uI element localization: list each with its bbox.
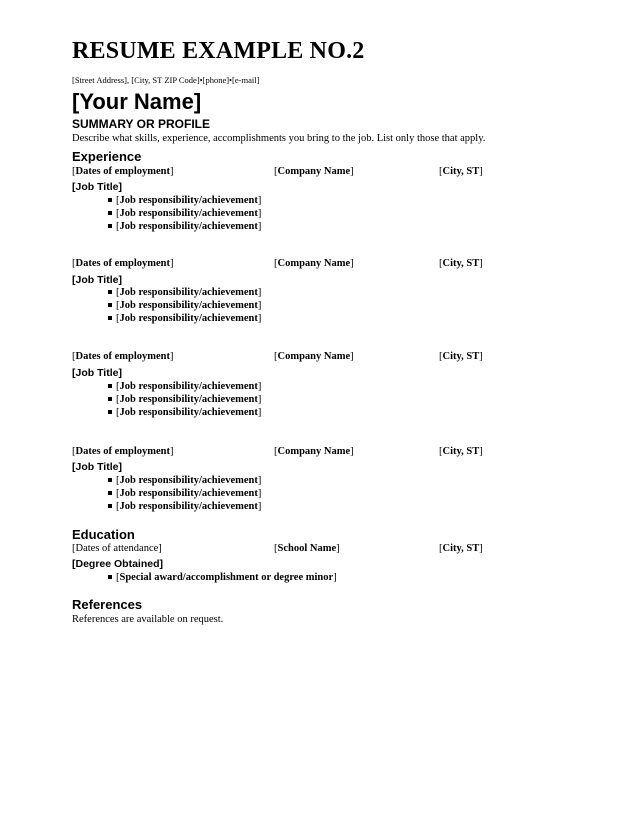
summary-text: Describe what skills, experience, accomplishments you bring to the job. List only those that apply. <box>72 133 486 144</box>
your-name: [Your Name] <box>72 89 202 114</box>
job-title: [Job Title] <box>72 181 122 193</box>
bullet-icon <box>108 491 112 495</box>
bullet-icon <box>108 303 112 307</box>
job-1-info-row <box>72 166 522 180</box>
job-1-responsibilities <box>108 194 261 233</box>
job-4-info-row <box>72 446 522 460</box>
job-city: [City, ST] <box>439 166 483 177</box>
list-item: [Job responsibility/achievement] <box>108 299 261 312</box>
list-item: [Job responsibility/achievement] <box>108 207 261 220</box>
references-heading: References <box>72 597 143 612</box>
job-company: [Company Name] <box>274 351 354 362</box>
job-title: [Job Title] <box>72 461 122 473</box>
job-title: [Job Title] <box>72 274 122 286</box>
list-item: [Job responsibility/achievement] <box>108 286 261 299</box>
job-2-info-row <box>72 258 522 272</box>
job-city: [City, ST] <box>439 351 483 362</box>
bullet-icon <box>108 478 112 482</box>
list-item: [Job responsibility/achievement] <box>108 406 261 419</box>
education-dates: [Dates of attendance] <box>72 543 162 554</box>
job-dates: [Dates of employment] <box>72 351 174 362</box>
list-item: [Job responsibility/achievement] <box>108 194 261 207</box>
job-company: [Company Name] <box>274 166 354 177</box>
bullet-icon <box>108 224 112 228</box>
address-line: [Street Address], [City, ST ZIP Code]•[phone]•[e-mail] <box>72 75 260 85</box>
education-heading: Education <box>72 527 135 542</box>
list-item: [Special award/accomplishment or degree minor] <box>108 571 337 584</box>
list-item: [Job responsibility/achievement] <box>108 393 261 406</box>
list-item: [Job responsibility/achievement] <box>108 220 261 233</box>
job-title: [Job Title] <box>72 367 122 379</box>
bullet-icon <box>108 397 112 401</box>
job-dates: [Dates of employment] <box>72 166 174 177</box>
bullet-icon <box>108 290 112 294</box>
list-item: [Job responsibility/achievement] <box>108 487 261 500</box>
list-item: [Job responsibility/achievement] <box>108 380 261 393</box>
bullet-icon <box>108 384 112 388</box>
school-name: [School Name] <box>274 543 340 554</box>
education-info-row <box>72 543 522 557</box>
job-city: [City, ST] <box>439 446 483 457</box>
job-company: [Company Name] <box>274 446 354 457</box>
job-dates: [Dates of employment] <box>72 258 174 269</box>
list-item: [Job responsibility/achievement] <box>108 500 261 513</box>
bullet-icon <box>108 504 112 508</box>
job-4-responsibilities <box>108 474 261 513</box>
job-city: [City, ST] <box>439 258 483 269</box>
bullet-icon <box>108 198 112 202</box>
education-city: [City, ST] <box>439 543 483 554</box>
degree-obtained: [Degree Obtained] <box>72 558 164 570</box>
experience-heading: Experience <box>72 149 142 164</box>
references-text: References are available on request. <box>72 614 224 625</box>
summary-heading: SUMMARY OR PROFILE <box>72 117 211 131</box>
list-item: [Job responsibility/achievement] <box>108 312 261 325</box>
bullet-icon <box>108 316 112 320</box>
bullet-icon <box>108 575 112 579</box>
document-title: RESUME EXAMPLE NO.2 <box>72 38 365 64</box>
job-2-responsibilities <box>108 286 261 325</box>
bullet-icon <box>108 410 112 414</box>
job-company: [Company Name] <box>274 258 354 269</box>
education-awards <box>108 571 337 584</box>
list-item: [Job responsibility/achievement] <box>108 474 261 487</box>
job-3-info-row <box>72 351 522 365</box>
job-3-responsibilities <box>108 380 261 419</box>
bullet-icon <box>108 211 112 215</box>
job-dates: [Dates of employment] <box>72 446 174 457</box>
